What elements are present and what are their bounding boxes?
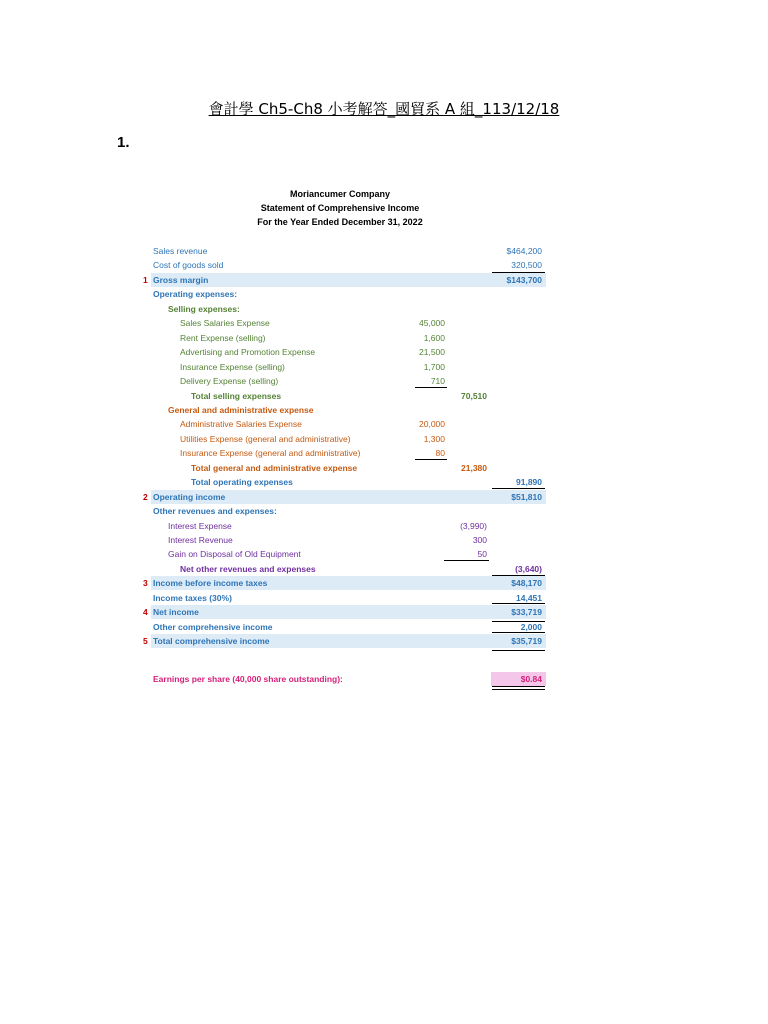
line-amount-c1: 710 [430,376,445,386]
line-label: Administrative Salaries Expense [180,419,302,429]
line-amount-c3: 320,500 [511,260,542,270]
line-amount-c1: 80 [435,448,445,458]
statement-line [0,258,768,272]
statement-line [0,360,768,374]
line-label: Interest Expense [168,521,232,531]
statement-line [0,302,768,316]
line-amount-c1: 1,600 [423,333,445,343]
statement-line [0,591,768,605]
statement-line [0,490,768,504]
line-label: General and administrative expense [168,405,314,415]
line-amount-c3: 91,890 [516,477,542,487]
statement-line [0,576,768,590]
line-amount-c2: 300 [472,535,487,545]
line-label: Gross margin [153,275,209,285]
line-label: Insurance Expense (selling) [180,362,285,372]
line-amount-c3: $35,719 [511,636,542,646]
statement-line [0,403,768,417]
line-marker: 3 [143,578,148,588]
line-label: Total general and administrative expense [191,463,358,473]
statement-line [0,605,768,619]
statement-line [0,634,768,648]
statement-line [0,316,768,330]
line-marker: 2 [143,492,148,502]
line-label: Total selling expenses [191,391,282,401]
line-amount-c3: $48,170 [511,578,542,588]
line-label: Gain on Disposal of Old Equipment [168,549,301,559]
line-label: Insurance Expense (general and administrative) [180,448,361,458]
double-rule-line [492,686,545,690]
statement-line [0,345,768,359]
line-amount-c3: $143,700 [506,275,542,285]
statement-line [0,461,768,475]
row-highlight [151,273,546,287]
statement-period: For the Year Ended December 31, 2022 [257,217,423,227]
line-label: Operating income [153,492,226,502]
line-label: Income before income taxes [153,578,268,588]
line-label: Total comprehensive income [153,636,270,646]
line-label: Utilities Expense (general and administrative) [180,434,351,444]
statement-line [0,389,768,403]
line-amount-c3: $33,719 [511,607,542,617]
line-label: Other revenues and expenses: [153,506,277,516]
line-amount-c1: 21,500 [419,347,445,357]
question-number: 1. [117,134,130,151]
statement-line [0,374,768,388]
line-amount-c3: $464,200 [506,246,542,256]
line-label: Interest Revenue [168,535,233,545]
line-label: Net other revenues and expenses [180,564,316,574]
statement-line [0,273,768,287]
line-amount-c3: $51,810 [511,492,542,502]
line-amount-c3: 14,451 [516,593,542,603]
line-label: Income taxes (30%) [153,593,232,603]
row-highlight [151,605,546,619]
statement-line [0,504,768,518]
eps-label: Earnings per share (40,000 share outstanding): [153,674,343,684]
line-amount-c1: 1,300 [423,434,445,444]
line-label: Sales revenue [153,246,208,256]
statement-line [0,244,768,258]
statement-line [0,562,768,576]
line-label: Sales Salaries Expense [180,318,270,328]
line-amount-c2: 70,510 [461,391,487,401]
eps-value: $0.84 [520,674,542,684]
statement-line [0,620,768,634]
line-label: Advertising and Promotion Expense [180,347,316,357]
line-amount-c2: 50 [477,549,487,559]
line-amount-c3: 2,000 [520,622,542,632]
line-label: Selling expenses: [168,304,240,314]
line-marker: 4 [143,607,148,617]
statement-line [0,547,768,561]
line-amount-c1: 1,700 [423,362,445,372]
statement-line [0,446,768,460]
line-label: Operating expenses: [153,289,238,299]
line-marker: 1 [143,275,148,285]
statement-line [0,533,768,547]
statement-line [0,475,768,489]
line-amount-c1: 45,000 [419,318,445,328]
line-amount-c1: 20,000 [419,419,445,429]
company-name: Moriancumer Company [289,189,391,199]
statement-line [0,331,768,345]
line-label: Rent Expense (selling) [180,333,266,343]
line-label: Delivery Expense (selling) [180,376,279,386]
line-amount-c2: (3,990) [460,521,487,531]
page-title: 會計學 Ch5-Ch8 小考解答_國貿系 A 組_113/12/18 [208,100,560,118]
line-label: Cost of goods sold [153,260,224,270]
statement-line [0,417,768,431]
line-amount-c3: (3,640) [515,564,542,574]
statement-line [0,432,768,446]
line-label: Other comprehensive income [153,622,273,632]
statement-name: Statement of Comprehensive Income [260,203,420,213]
eps-row [0,672,768,686]
line-label: Net income [153,607,199,617]
statement-line [0,519,768,533]
line-amount-c2: 21,380 [461,463,487,473]
line-marker: 5 [143,636,148,646]
statement-line [0,287,768,301]
line-label: Total operating expenses [191,477,293,487]
